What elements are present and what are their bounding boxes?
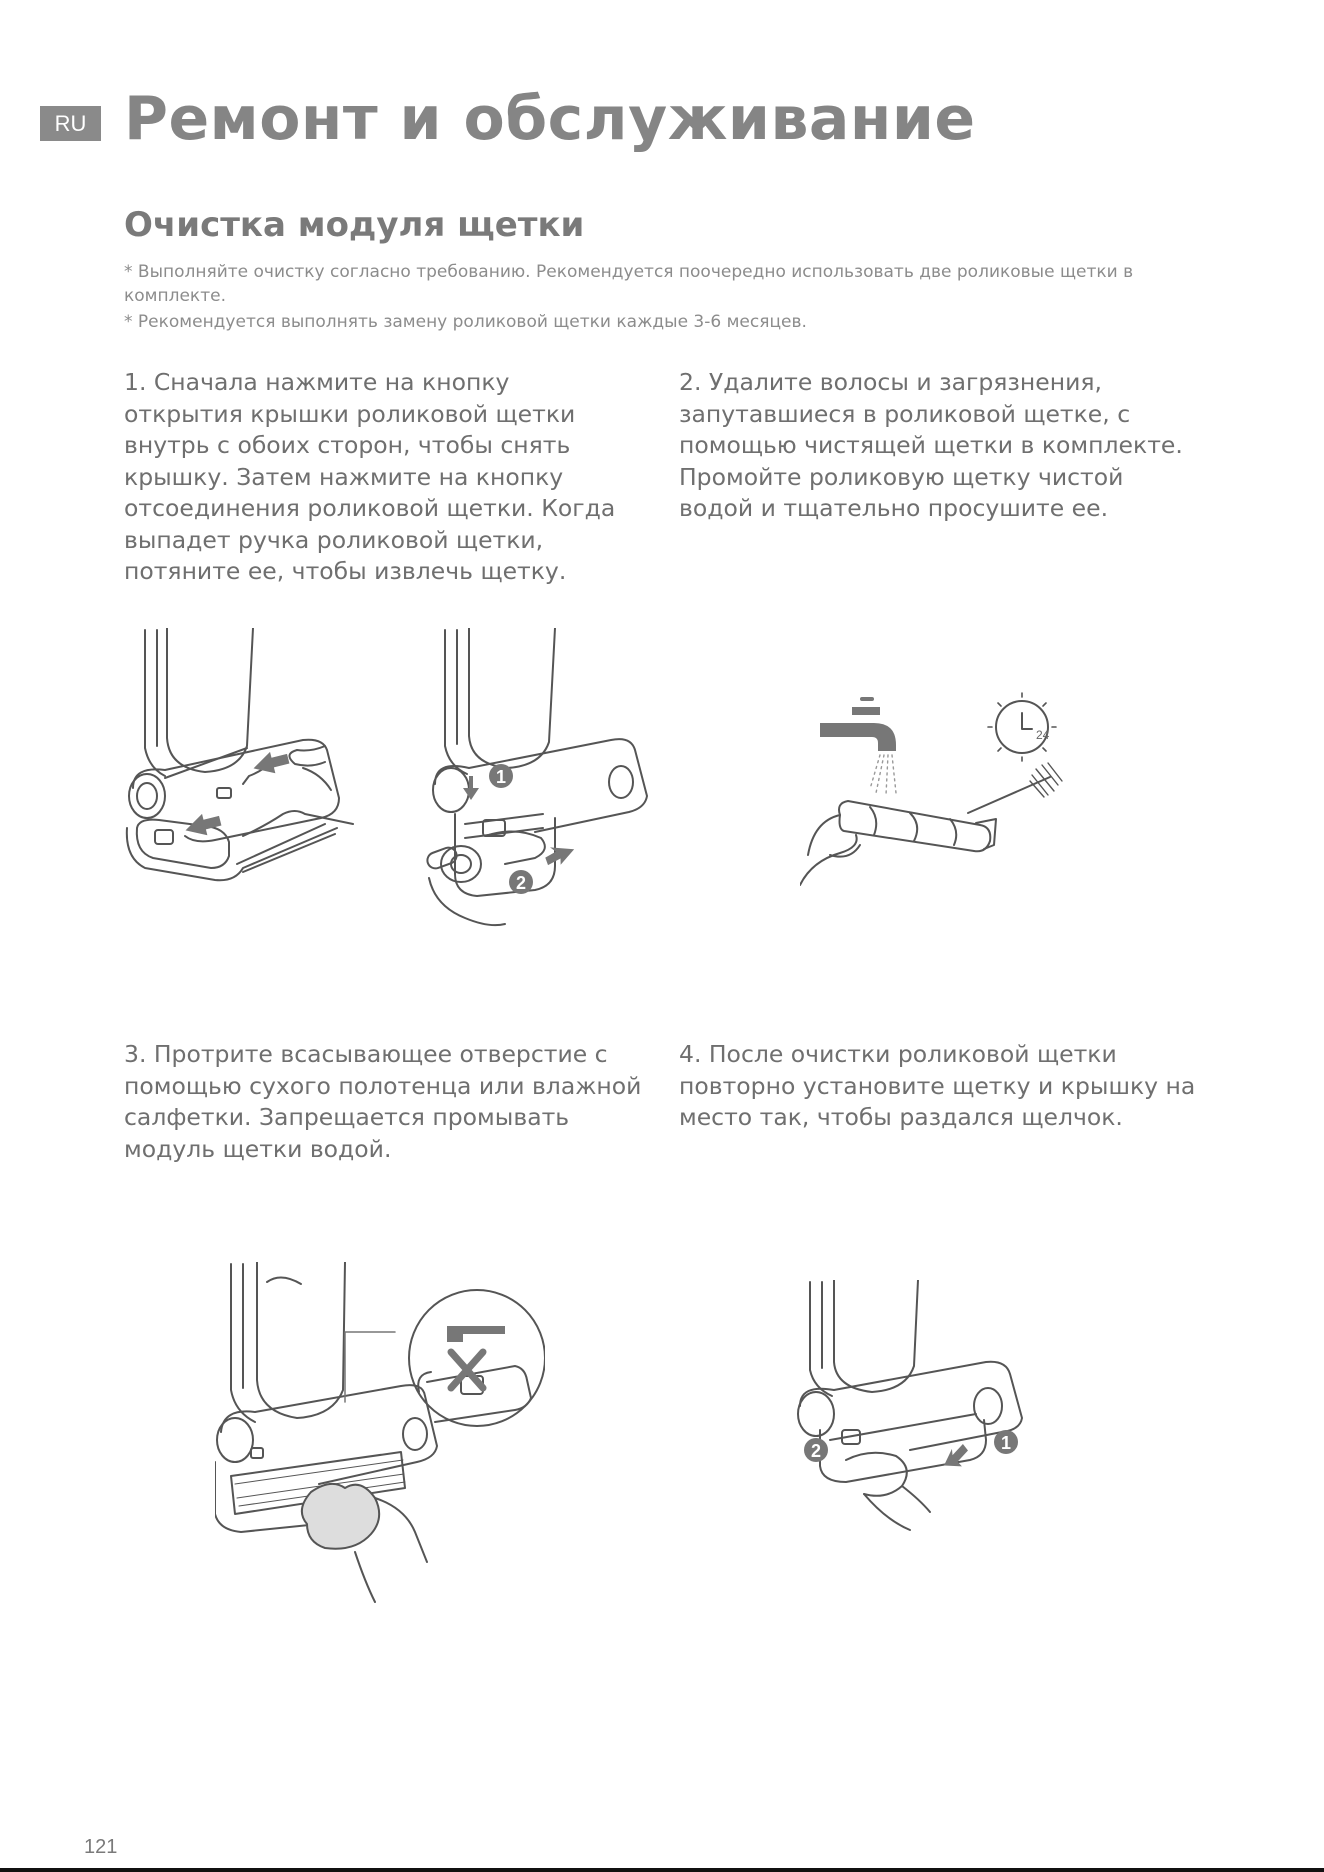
step-2-text: 2. Удалите волосы и загрязнения, запутавшиеся в роликовой щетке, с помощью чистящей щетки в комплекте. Промойте роликовую щетку чистой водой и тщательно просушите ее. [679,368,1183,522]
step-3-text: 3. Протрите всасывающее отверстие с помощью сухого полотенца или влажной салфетки. Запрещается промывать модуль щетки водой. [124,1040,642,1163]
no-water-inset [418,1326,531,1422]
dry-hours-label: 24 [1036,728,1050,742]
section-title: Очистка модуля щетки [124,205,585,245]
page-number: 121 [84,1836,118,1858]
step-3-illustration [215,1262,545,1607]
step-1b-marker-2: 2 [515,873,527,893]
clock-24h-icon [988,693,1056,761]
note-replacement-interval: * Рекомендуется выполнять замену роликовой щетки каждые 3-6 месяцев. [124,312,807,332]
step-4-marker-1: 1 [1000,1433,1012,1453]
step-1b-illustration [425,628,675,938]
prohibited-x-icon [451,1352,483,1388]
page-title: Ремонт и обслуживание [124,84,976,154]
step-4-text: 4. После очистки роликовой щетки повторно установите щетку и крышку на место так, чтобы раздался щелчок. [679,1040,1196,1131]
step-1a-illustration [125,628,365,908]
step-4-marker-2: 2 [810,1441,822,1461]
step-1b-marker-1: 1 [495,767,507,787]
step-4-illustration [790,1280,1040,1540]
bottom-rule [0,1868,1324,1872]
step-1-text: 1. Сначала нажмите на кнопку открытия крышки роликовой щетки внутрь с обоих сторон, чтобы снять крышку. Затем нажмите на кнопку отсоединения роликовой щетки. Когда выпадет ручка роликовой щетки, потяните ее, чтобы извлечь щетку. [124,368,616,585]
language-badge: RU [40,106,101,141]
note-cleaning-requirement: * Выполняйте очистку согласно требованию. Рекомендуется поочередно использовать две роликовые щетки в комплекте. [124,262,1134,306]
step-2-illustration [800,685,1070,905]
